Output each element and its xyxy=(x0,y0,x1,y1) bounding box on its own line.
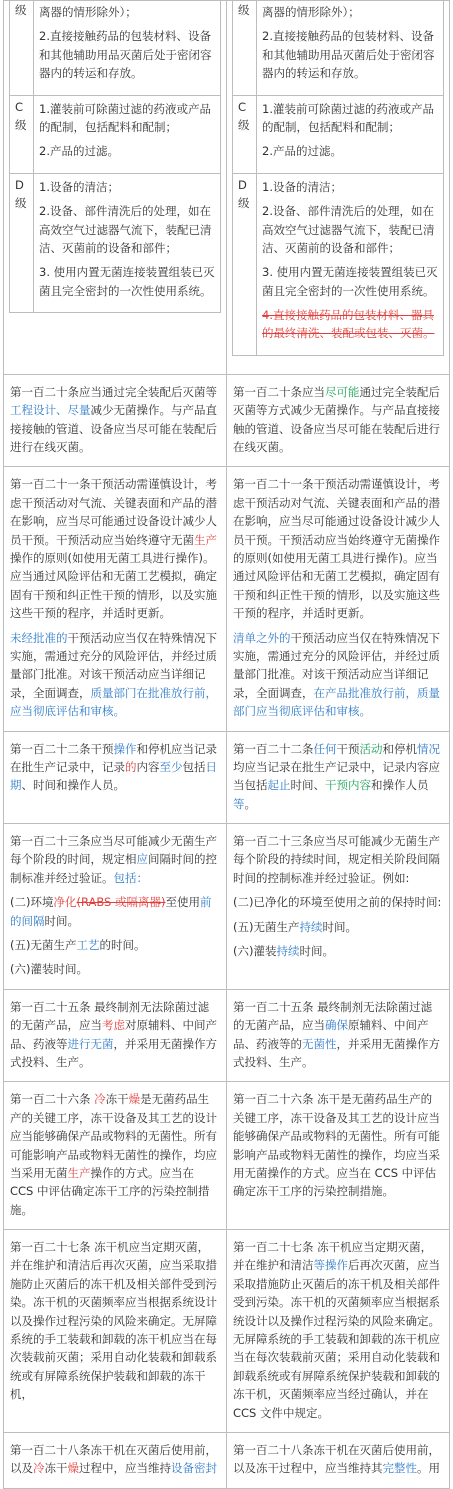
clause-text: (六)灌装 xyxy=(233,944,277,959)
grade-row xyxy=(10,173,221,312)
grade-row xyxy=(233,173,444,355)
clause-paragraph xyxy=(233,893,443,911)
changed-text: 干预内容 xyxy=(325,778,371,793)
clause-text: 冻干 xyxy=(105,1092,129,1107)
changed-text: 工艺 xyxy=(76,938,100,953)
changed-text: 清单之外的 xyxy=(233,630,291,645)
clause-text: 。 xyxy=(244,796,256,811)
changed-text: 完整性 xyxy=(382,1461,417,1476)
changed-text: 日期 xyxy=(10,759,217,793)
new-clause-cell xyxy=(227,1082,450,1230)
changed-text: 等 xyxy=(233,796,245,811)
old-clause-cell xyxy=(4,1082,227,1230)
grade-label: 级 xyxy=(233,1,257,95)
grade-item xyxy=(39,3,215,21)
grade-item-text: 2.设备、部件清洗后的处理，如在高效空气过滤器气流下，装配已清洁、灭菌前的设备和部件； xyxy=(262,204,435,255)
clause-text: 第一百二十条应当 xyxy=(233,384,325,399)
clause-text: 干预活动应当仅在特殊情况下实施，需通过充分的风险评估，并经过质量部门批准。对该干预活动应当详细记录，全面调查， xyxy=(233,630,440,700)
changed-text: 起止 xyxy=(267,778,291,793)
clause-text: (五)无菌生产 xyxy=(10,938,77,953)
clause-row xyxy=(4,374,450,467)
grade-label: C级 xyxy=(10,95,34,173)
changed-text: 未经批准的 xyxy=(10,630,68,645)
grade-item-text: 1.设备的清洁； xyxy=(39,179,119,194)
grade-item xyxy=(262,306,438,343)
grade-item-text: 1.灌装前可除菌过滤的药液或产品的配制，包括配料和配制； xyxy=(39,101,211,134)
clause-paragraph xyxy=(10,1238,220,1404)
clause-text: 均应当记录在批生产记录中，记录内容应当包括 xyxy=(233,759,440,793)
grade-item xyxy=(262,178,438,196)
changed-text: 任何 xyxy=(313,741,337,756)
clause-text: 至使用 xyxy=(165,895,200,910)
deleted-text: 4.直接接触药品的包装材料、器具的最终清洗、装配或包装、灭菌。 xyxy=(262,308,435,341)
grade-content xyxy=(34,173,221,312)
changed-text: 确保 xyxy=(325,1018,348,1033)
clause-text: 冻干 xyxy=(44,1461,68,1476)
changed-text: 在产品批准放行前，质量部门应当彻底评估和审核。 xyxy=(233,685,440,719)
clause-paragraph xyxy=(233,1441,443,1478)
clause-text: ，并采用无菌操作方式投料、生产。 xyxy=(10,1036,217,1069)
cleanroom-grade-row xyxy=(4,1,450,375)
clause-paragraph xyxy=(233,832,443,887)
changed-text: 燥 xyxy=(67,1461,79,1476)
clause-paragraph xyxy=(10,383,220,457)
clause-text: 对原辅料、中间产品、药液等 xyxy=(10,1018,217,1051)
changed-text: 生产 xyxy=(67,1165,91,1180)
changed-text: 应 xyxy=(136,852,148,867)
changed-text: 质量部门在批准放行前，应当彻底评估和审核。 xyxy=(10,685,217,719)
clause-paragraph xyxy=(10,998,220,1072)
grade-item-text: 3. 使用内置无菌连接装置组装已灭菌且完全密封的一次性使用系统。 xyxy=(262,265,438,298)
clause-paragraph xyxy=(233,383,443,457)
grade-content xyxy=(34,95,221,173)
changed-text: 燥 xyxy=(128,1092,141,1107)
document-page xyxy=(3,0,450,1476)
changed-text: 持续 xyxy=(299,919,323,934)
clause-text: (六)灌装时间。 xyxy=(10,962,88,977)
grade-item xyxy=(39,27,215,82)
grade-row xyxy=(10,95,221,173)
changed-text: 进行无菌 xyxy=(67,1036,114,1051)
clause-text: 是无菌药品生产的关键工序，冻干设备及其工艺的设计应当能够确保产品或物料的无菌性。所有可能影响产品或物料无菌性的操作，均应当采用无菌 xyxy=(10,1092,217,1180)
deleted-text: (RABS 或隔离器) xyxy=(76,895,166,910)
clause-paragraph xyxy=(233,629,443,721)
new-clause-cell xyxy=(227,1433,450,1489)
new-clause-cell xyxy=(227,1230,450,1433)
old-clause-cell xyxy=(4,374,227,467)
changed-text: 工程设计、尽量 xyxy=(10,403,91,418)
clause-text: 过程中，应当维持 xyxy=(79,1461,171,1476)
clause-text: 干预 xyxy=(336,741,360,756)
changed-text: 冷 xyxy=(33,1461,45,1476)
clause-row xyxy=(4,1082,450,1230)
clause-text: 和停机 xyxy=(382,741,417,756)
clause-paragraph xyxy=(10,740,220,795)
clause-paragraph xyxy=(233,942,443,960)
clause-row xyxy=(4,824,450,990)
clause-text: 第一百二十三条应当尽可能减少无菌生产每个阶段的时间，规定相 xyxy=(10,834,217,867)
grade-label: 级 xyxy=(10,1,34,95)
grade-label: C级 xyxy=(233,95,257,173)
clause-text: 第一百二十七条 冻干机应当定期灭菌，并在维护和清洁后再次灭菌，应当采取措施防止灭菌后的冻干机及相关部件受到污染。冻干机的灭菌频率应当根据系统设计以及操作过程污染的风险来确定。无屏障系统的手工装载和卸载的冻干机应当在每次装载前灭菌；采用自动化装载和卸载系统或有屏障系统保护装载和卸载的冻干机， xyxy=(10,1240,217,1402)
changed-text: 考虑 xyxy=(102,1018,125,1033)
clause-text: 操作的方式。应当在 CCS 中评估确定冻干工序的污染控制措施。 xyxy=(10,1165,210,1217)
grade-content xyxy=(257,95,444,173)
clause-row xyxy=(4,1230,450,1433)
changed-text: 尽可能 xyxy=(325,384,360,399)
clause-paragraph xyxy=(10,893,220,930)
clause-text: 的时间。 xyxy=(99,938,146,953)
grade-item xyxy=(262,263,438,300)
clause-text: 时间。 xyxy=(44,913,79,928)
changed-text: 持续 xyxy=(276,944,300,959)
old-clause-cell xyxy=(4,989,227,1082)
grade-item xyxy=(39,263,215,300)
grade-item xyxy=(262,3,438,21)
clause-text: 第一百二十三条应当尽可能减少无菌生产每个阶段的持续时间，规定相关阶段间隔时间的控制标准并经过验证。例如: xyxy=(233,834,440,885)
grade-row xyxy=(10,1,221,95)
grade-row xyxy=(233,1,444,95)
clause-text: 通过完全装配后灭菌等方式减少无菌操作。与产品直接接触的管道、设备应当尽可能在装配后进行在线灭菌。 xyxy=(233,384,440,455)
grade-row xyxy=(233,95,444,173)
grade-item-text: 3. 使用内置无菌连接装置组装已灭菌且完全密封的一次性使用系统。 xyxy=(39,265,215,298)
changed-text: 设备密封 xyxy=(171,1461,217,1476)
clause-text: 时间、 xyxy=(290,778,325,793)
clause-text: 第一百二十一条干预活动需谨慎设计，考虑干预活动对气流、关键表面和产品的潜在影响，应当尽可能通过设备设计减少人员干预。干预活动应当始终遵守无菌操作的原则(如使用无菌工具进行操作)。应当通过风险评估和无菌工艺模拟，确定固有干预和纠正性干预的情形，以及实施这些干预的程序，并适时更新。 xyxy=(233,477,440,621)
clause-row xyxy=(4,731,450,824)
grade-content xyxy=(34,1,221,95)
grade-item-text: 1.灌装前可除菌过滤的药液或产品的配制，包括配料和配制； xyxy=(262,101,434,134)
clause-text: (二)环境 xyxy=(10,895,54,910)
clause-text: 第一百二十八条冻干机在灭菌后使用前，以及冻干过程中，应当维持其 xyxy=(233,1443,440,1476)
changed-text: 净化 xyxy=(53,895,77,910)
changed-text: 情况 xyxy=(417,741,440,756)
clause-paragraph xyxy=(233,1090,443,1200)
clause-text: 第一百二十条应当通过完全装配后灭菌等 xyxy=(10,384,217,399)
grade-item-text: 2.产品的过滤。 xyxy=(262,144,342,159)
old-clause-cell xyxy=(4,1230,227,1433)
old-clause-cell xyxy=(4,731,227,824)
clause-paragraph xyxy=(10,936,220,954)
grade-label: D级 xyxy=(10,173,34,312)
cleanroom-grade-table-new xyxy=(232,1,444,356)
changed-text: 活动 xyxy=(359,741,383,756)
cleanroom-grade-table-old xyxy=(9,1,221,313)
clause-text: 第一百二十二条 xyxy=(233,741,314,756)
clause-text: 、时间和操作人员。 xyxy=(21,778,125,793)
old-clause-cell xyxy=(4,467,227,731)
clause-paragraph xyxy=(233,475,443,622)
grade-item xyxy=(262,27,438,82)
grade-item xyxy=(262,142,438,160)
grade-item-text: 1.设备的清洁； xyxy=(262,179,342,194)
clause-paragraph xyxy=(233,918,443,936)
clause-paragraph xyxy=(10,475,220,622)
clause-paragraph xyxy=(233,740,443,814)
clause-text: 减少无菌操作。与产品直接接触的管道、设备应当尽可能在装配后进行在线灭菌。 xyxy=(10,403,217,455)
grade-item-text: 2.直接接触药品的包装材料、设备和其他辅助用品灭菌后处于密闭容器内的转运和存放。 xyxy=(39,29,212,81)
clause-paragraph xyxy=(233,998,443,1072)
clause-text: 包括 xyxy=(182,759,206,774)
new-clause-cell xyxy=(227,824,450,990)
grade-item-text: 离器的情形除外）； xyxy=(39,5,137,19)
clause-text: 时间。 xyxy=(299,944,334,959)
clause-text: 内容 xyxy=(136,759,160,774)
grade-item xyxy=(39,100,215,137)
clause-text: ，并采用无菌操作方式投料、生产。 xyxy=(233,1036,440,1069)
changed-text: 生产 xyxy=(194,532,217,547)
clause-text: 后再次灭菌，应当采取措施防止灭菌后的冻干机及相关部件受到污染。冻干机的灭菌频率应当根据系统设计以及操作过程污染的风险来确定。无屏障系统的手工装载和卸载的冻干机应当在每次装载前灭菌；采用自动化装载和卸载系统或有屏障系统保护装载和卸载的冻干机，灭菌频率应当经过确认，并在 CCS 文件中规定。 xyxy=(233,1258,440,1420)
clause-text: (五)无菌生产 xyxy=(233,919,300,934)
clause-paragraph xyxy=(10,629,220,721)
grade-content xyxy=(257,173,444,355)
grade-item-text: 2.产品的过滤。 xyxy=(39,144,119,159)
changed-text: 包括： xyxy=(113,870,148,885)
grade-content xyxy=(257,1,444,95)
clause-row xyxy=(4,989,450,1082)
cleanroom-grade-cell-old xyxy=(4,1,227,375)
new-clause-cell xyxy=(227,467,450,731)
clause-text: 干预活动应当仅在特殊情况下实施，需通过充分的风险评估，并经过质量部门批准。对该干预活动应当详细记录，全面调查， xyxy=(10,630,217,700)
grade-item-text: 离器的情形除外）； xyxy=(262,5,360,19)
changed-text: 至少 xyxy=(159,759,183,774)
changed-text: 前的间隔 xyxy=(10,895,212,928)
clause-text: 原辅料、中间产品、药液等的 xyxy=(233,1018,429,1051)
new-clause-cell xyxy=(227,731,450,824)
changed-text: 操作 xyxy=(113,741,137,756)
clause-paragraph xyxy=(233,1238,443,1422)
clause-text: 第一百二十二条干预 xyxy=(10,741,114,756)
clause-paragraph xyxy=(10,1090,220,1219)
new-clause-cell xyxy=(227,989,450,1082)
clause-row xyxy=(4,1433,450,1489)
comparison-table xyxy=(3,0,450,1489)
clause-text: 。用 xyxy=(417,1461,440,1476)
grade-item-text: 2.直接接触药品的包装材料、设备和其他辅助用品灭菌后处于密闭容器内的转运和存放。 xyxy=(262,29,435,81)
new-clause-cell xyxy=(227,374,450,467)
old-clause-cell xyxy=(4,824,227,990)
grade-item xyxy=(39,178,215,196)
clause-text: 第一百二十七条 冻干机应当定期灭菌，并在维护和清洁 xyxy=(233,1240,433,1273)
clause-row xyxy=(4,467,450,731)
grade-item xyxy=(262,100,438,137)
clause-text: 第一百二十六条 冻干是无菌药品生产的关键工序，冻干设备及其工艺的设计应当能够确保产品或物料的无菌性。所有可能影响产品或物料无菌性的操作，均应当采用无菌操作的方式。应当在 CCS 中评估确定冻干工序的污染控制措施。 xyxy=(233,1092,440,1199)
changed-text: 的 xyxy=(125,759,137,774)
clause-text: 间隔时间的控制标准并经过验证。 xyxy=(10,852,217,885)
clause-paragraph xyxy=(10,960,220,978)
grade-item-text: 2.设备、部件清洗后的处理，如在高效空气过滤器气流下，装配已清洁、灭菌前的设备和部件； xyxy=(39,204,212,255)
clause-text: 第一百二十八条冻干机在灭菌后使用前，以及 xyxy=(10,1443,217,1476)
clause-text: 时间。 xyxy=(322,919,357,934)
clause-text: 第一百二十五条 最终制剂无法除菌过滤的无菌产品，应当 xyxy=(233,999,433,1033)
grade-item xyxy=(39,142,215,160)
grade-item xyxy=(262,202,438,257)
clause-text: (二)已净化的环境至使用之前的保持时间: xyxy=(233,895,442,910)
clause-text: 和停机应当记录在批生产记录中，记录 xyxy=(10,741,217,774)
clause-paragraph xyxy=(10,1441,220,1478)
grade-item xyxy=(39,202,215,257)
old-clause-cell xyxy=(4,1433,227,1489)
clause-text: 第一百二十六条 xyxy=(10,1092,95,1107)
clause-text: 第一百二十一条干预活动需谨慎设计，考虑干预活动对气流、关键表面和产品的潜在影响，应当尽可能通过设备设计减少人员干预。干预活动应当始终遵守无菌 xyxy=(10,477,217,547)
clause-text: 第一百二十五条 最终制剂无法除菌过滤的无菌产品，应当 xyxy=(10,999,210,1033)
clause-text: 和操作人员 xyxy=(371,778,429,793)
clause-text: 操作的原则(如使用无菌工具进行操作)。应当通过风险评估和无菌工艺模拟，确定固有干预和纠正性干预的情形，以及实施这些干预的程序，并适时更新。 xyxy=(10,550,217,621)
cleanroom-grade-cell-new xyxy=(227,1,450,375)
grade-label: D级 xyxy=(233,173,257,355)
changed-text: 无菌性 xyxy=(302,1036,337,1051)
changed-text: 等操作 xyxy=(313,1258,348,1273)
changed-text: 冷 xyxy=(94,1092,106,1107)
clause-paragraph xyxy=(10,832,220,887)
